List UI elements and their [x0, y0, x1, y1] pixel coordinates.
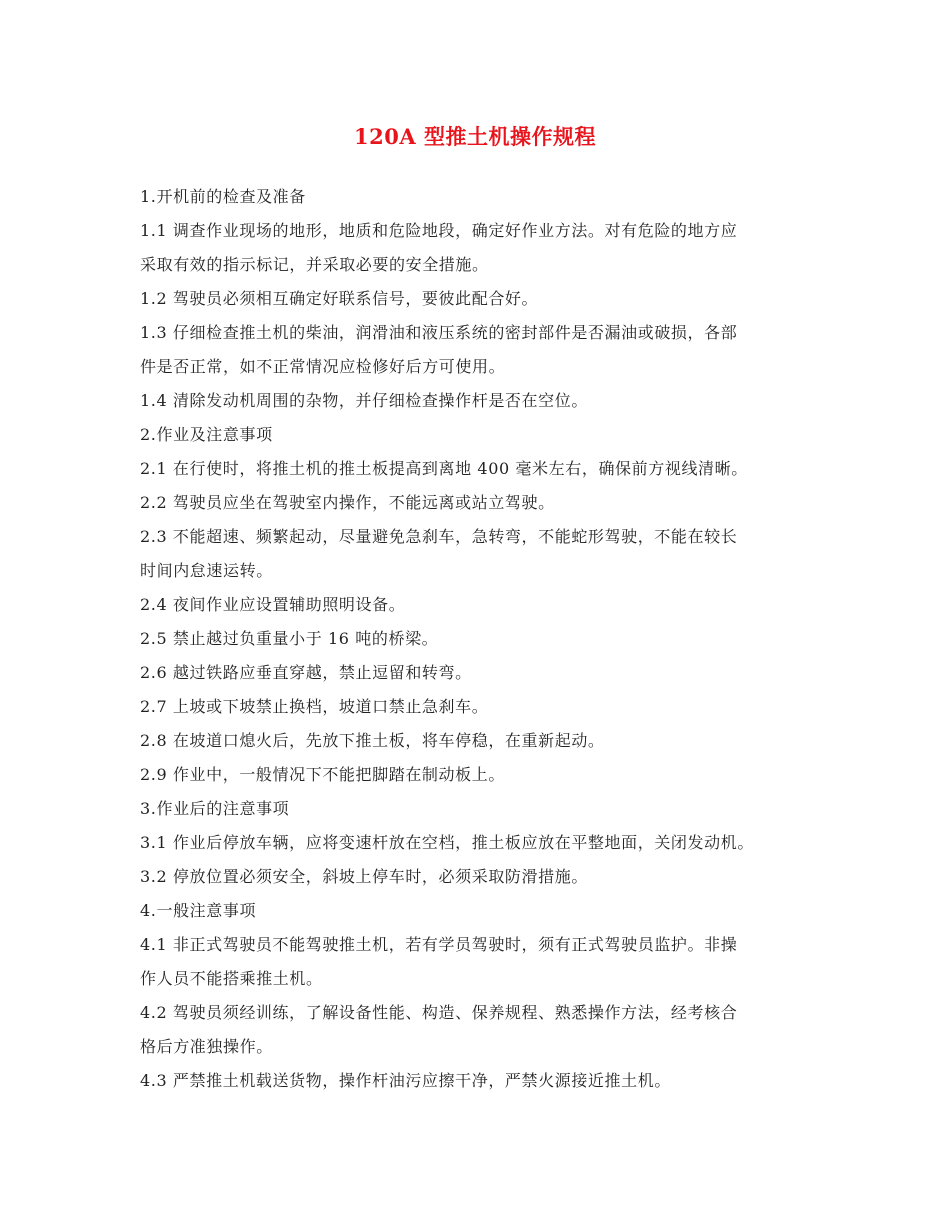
- paragraph-line: 2.9 作业中，一般情况下不能把脚踏在制动板上。: [140, 765, 505, 784]
- document-title: 120A 型推土机操作规程: [354, 124, 596, 149]
- paragraph-line: 2.2 驾驶员应坐在驾驶室内操作，不能远离或站立驾驶。: [140, 493, 555, 512]
- document-body: [140, 180, 820, 1098]
- paragraph-line: 2.7 上坡或下坡禁止换档，坡道口禁止急刹车。: [140, 697, 489, 716]
- paragraph-line: 1.3 仔细检查推土机的柴油，润滑油和液压系统的密封部件是否漏油或破损，各部: [140, 323, 738, 342]
- paragraph-line: 2.6 越过铁路应垂直穿越，禁止逗留和转弯。: [140, 663, 472, 682]
- paragraph-line: 格后方准独操作。: [140, 1037, 273, 1056]
- paragraph-line: 4.1 非正式驾驶员不能驾驶推土机，若有学员驾驶时，须有正式驾驶员监护。非操: [140, 935, 738, 954]
- paragraph-line: 1.2 驾驶员必须相互确定好联系信号，要彼此配合好。: [140, 289, 539, 308]
- paragraph-line: 2.3 不能超速、频繁起动，尽量避免急刹车，急转弯，不能蛇形驾驶，不能在较长: [140, 527, 738, 546]
- paragraph-line: 2.8 在坡道口熄火后，先放下推土板，将车停稳，在重新起动。: [140, 731, 605, 750]
- paragraph-line: 2.5 禁止越过负重量小于 16 吨的桥梁。: [140, 629, 439, 648]
- paragraph-line: 作人员不能搭乘推土机。: [140, 969, 323, 988]
- paragraph-line: 采取有效的指示标记，并采取必要的安全措施。: [140, 255, 489, 274]
- paragraph-line: 1.1 调查作业现场的地形，地质和危险地段，确定好作业方法。对有危险的地方应: [140, 221, 738, 240]
- paragraph-line: 3.1 作业后停放车辆，应将变速杆放在空档，推土板应放在平整地面，关闭发动机。: [140, 833, 754, 852]
- paragraph-line: 时间内怠速运转。: [140, 561, 273, 580]
- section-heading-4: 4.一般注意事项: [140, 901, 257, 920]
- section-heading-2: 2.作业及注意事项: [140, 425, 273, 444]
- paragraph-line: 4.2 驾驶员须经训练，了解设备性能、构造、保养规程、熟悉操作方法，经考核合: [140, 1003, 738, 1022]
- paragraph-line: 3.2 停放位置必须安全，斜坡上停车时，必须采取防滑措施。: [140, 867, 588, 886]
- section-heading-1: 1.开机前的检查及准备: [140, 187, 306, 206]
- paragraph-line: 2.1 在行使时，将推土机的推土板提高到离地 400 毫米左右，确保前方视线清晰。: [140, 459, 748, 478]
- paragraph-line: 件是否正常，如不正常情况应检修好后方可使用。: [140, 357, 506, 376]
- paragraph-line: 1.4 清除发动机周围的杂物，并仔细检查操作杆是否在空位。: [140, 391, 588, 410]
- paragraph-line: 2.4 夜间作业应设置辅助照明设备。: [140, 595, 406, 614]
- paragraph-line: 4.3 严禁推土机载送货物，操作杆油污应擦干净，严禁火源接近推土机。: [140, 1071, 671, 1090]
- section-heading-3: 3.作业后的注意事项: [140, 799, 290, 818]
